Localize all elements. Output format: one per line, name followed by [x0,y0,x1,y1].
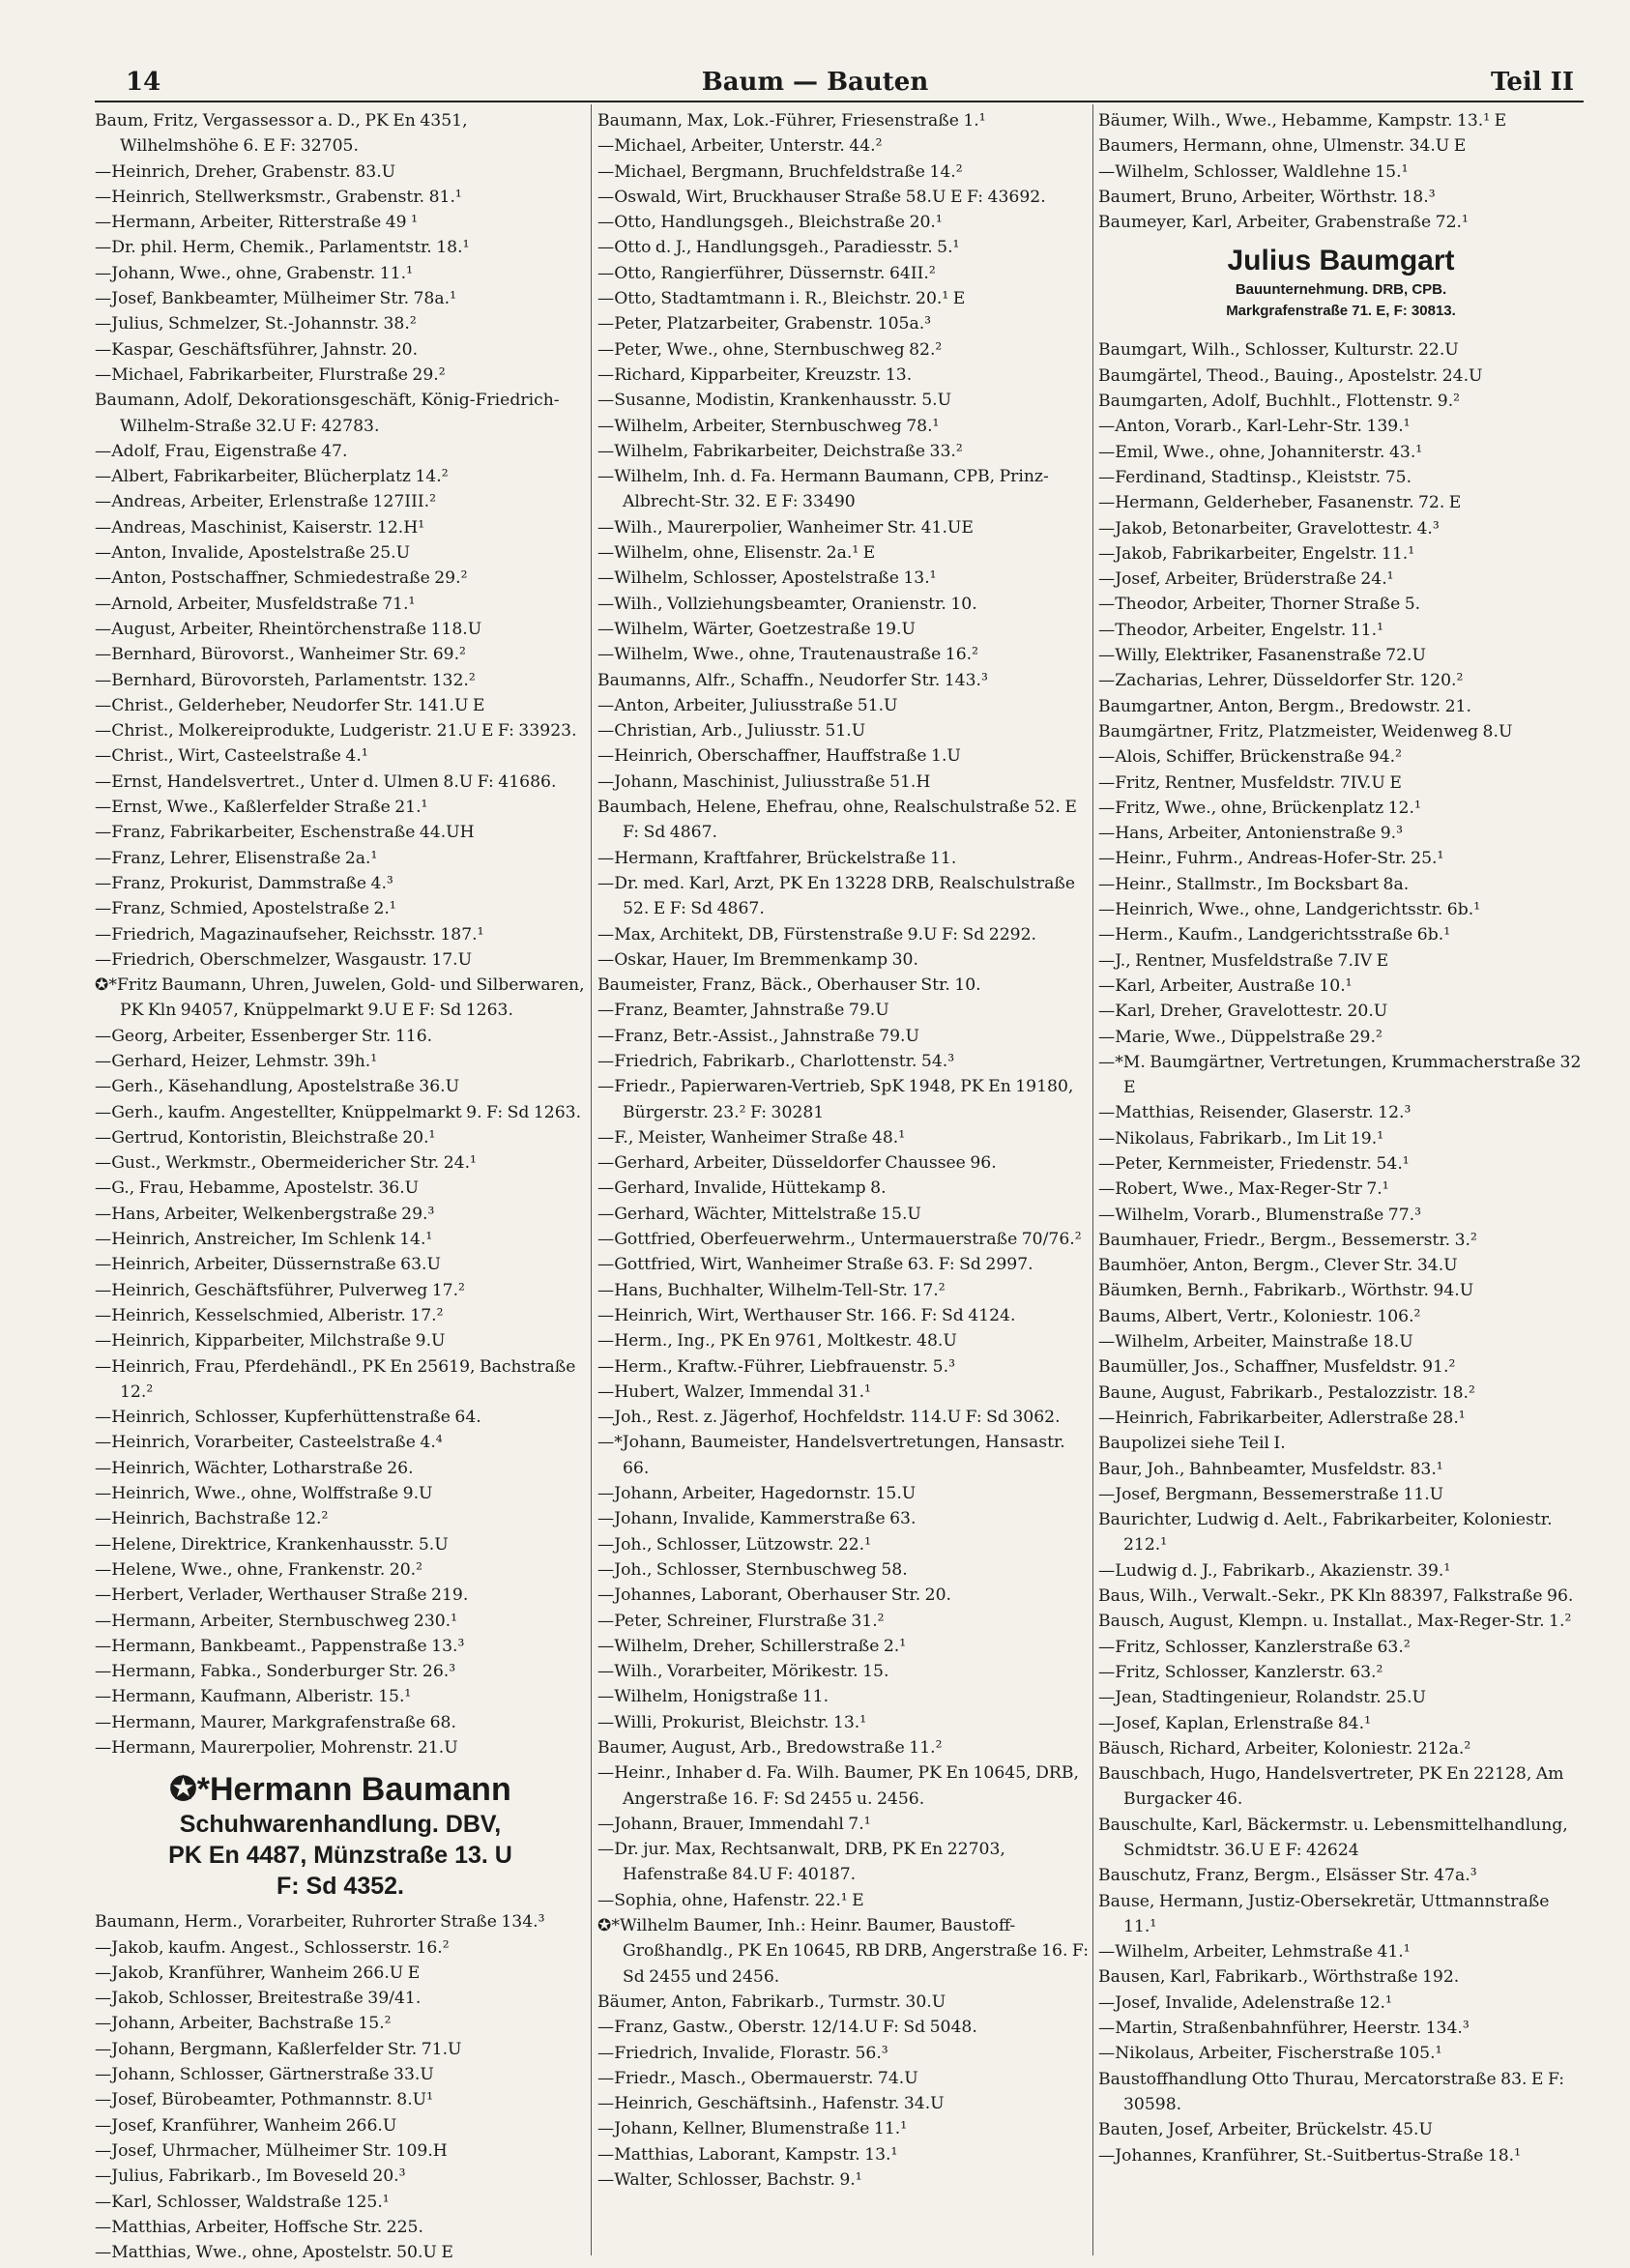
advertisement-line: F: Sd 4352. [277,1873,404,1901]
directory-entry: —Adolf, Frau, Eigenstraße 47. [95,441,348,461]
directory-entry: Baumhöer, Anton, Bergm., Clever Str. 34.U [1098,1256,1458,1276]
directory-entry: —Zacharias, Lehrer, Düsseldorfer Str. 120.² [1098,671,1464,691]
directory-entry: —Wilh., Vorarbeiter, Mörikestr. 15. [597,1662,889,1682]
directory-entry: —Joh., Schlosser, Lützowstr. 22.¹ [597,1534,871,1555]
directory-entry: —Kaspar, Geschäftsführer, Jahnstr. 20. [95,339,419,360]
directory-entry: —Theodor, Arbeiter, Thorner Straße 5. [1098,595,1421,615]
directory-entry: —Johannes, Laborant, Oberhauser Str. 20. [597,1585,951,1606]
directory-entry: —Friedr., Papierwaren-Vertrieb, SpK 1948, PK En 19180, Bürgerstr. 23.² F: 30281 [597,1077,1074,1122]
advertisement [95,1770,586,1902]
directory-entry: —Walter, Schlosser, Bachstr. 9.¹ [597,2170,862,2191]
advertisement-line: Bauunternehmung. DRB, CPB. [1235,281,1447,299]
directory-entry: —Sophia, ohne, Hafenstr. 22.¹ E [597,1890,864,1910]
advertisement-line: Schuhwarenhandlung. DBV, [179,1811,502,1839]
directory-entry: Baumüller, Jos., Schaffner, Musfeldstr. 91.² [1098,1357,1456,1378]
directory-entry: —Heinrich, Arbeiter, Düssernstraße 63.U [95,1255,441,1275]
directory-entry: —Heinrich, Anstreicher, Im Schlenk 14.¹ [95,1230,433,1250]
directory-entry: —Joh., Rest. z. Jägerhof, Hochfeldstr. 114.U F: Sd 3062. [597,1408,1061,1428]
directory-entry: —Joh., Schlosser, Sternbuschweg 58. [597,1559,908,1580]
directory-entry: —Emil, Wwe., ohne, Johanniterstr. 43.¹ [1098,442,1423,462]
directory-entry: —Franz, Gastw., Oberstr. 12/14.U F: Sd 5048. [597,2018,977,2038]
directory-entry: —Josef, Arbeiter, Brüderstraße 24.¹ [1098,569,1394,590]
directory-entry: —Matthias, Arbeiter, Hoffsche Str. 225. [95,2217,423,2237]
directory-entry: —Hermann, Maurer, Markgrafenstraße 68. [95,1712,456,1732]
directory-entry: Baumann, Adolf, Dekorationsgeschäft, König-Friedrich-Wilhelm-Straße 32.U F: 42783. [95,391,560,436]
directory-entry: —Albert, Fabrikarbeiter, Blücherplatz 14.² [95,467,449,487]
column-1 [95,108,586,2265]
directory-entry: —Wilhelm, Arbeiter, Lehmstraße 41.¹ [1098,1942,1411,1963]
directory-entry: —Michael, Fabrikarbeiter, Flurstraße 29.² [95,364,446,385]
running-head: Baum — Bauten [701,68,929,97]
directory-entry: —Hermann, Fabka., Sonderburger Str. 26.³ [95,1662,456,1682]
directory-entry: —Wilhelm, Schlosser, Waldlehne 15.¹ [1098,161,1409,182]
directory-entry: —F., Meister, Wanheimer Straße 48.¹ [597,1127,906,1148]
directory-entry: Baumeister, Franz, Bäck., Oberhauser Str. 10. [597,975,981,996]
directory-entry: —Michael, Bergmann, Bruchfeldstraße 14.² [597,161,963,182]
directory-entry: —Heinrich, Schlosser, Kupferhüttenstraße 64. [95,1408,481,1428]
directory-entry: —Wilhelm, Wwe., ohne, Trautenaustraße 16.² [597,645,979,665]
directory-entry: —Josef, Kranführer, Wanheim 266.U [95,2115,397,2136]
directory-entry: —Willy, Elektriker, Fasanenstraße 72.U [1098,646,1426,666]
directory-entry: —Susanne, Modistin, Krankenhausstr. 5.U [597,391,952,411]
directory-entry: —Herm., Ing., PK En 9761, Moltkestr. 48.U [597,1331,957,1352]
directory-entry: Baumbach, Helene, Ehefrau, ohne, Realschulstraße 52. E F: Sd 4867. [597,798,1077,843]
directory-entry: —Friedr., Masch., Obermauerstr. 74.U [597,2068,918,2088]
directory-entry: —August, Arbeiter, Rheintörchenstraße 118.U [95,619,482,639]
directory-entry: Baumhauer, Friedr., Bergm., Bessemerstr. 3.² [1098,1230,1477,1250]
directory-entry: —Gottfried, Wirt, Wanheimer Straße 63. F: Sd 2997. [597,1255,1033,1275]
directory-entry: —Julius, Fabrikarb., Im Boveseld 20.³ [95,2166,406,2187]
directory-entry: —Nikolaus, Arbeiter, Fischerstraße 105.¹ [1098,2044,1442,2064]
directory-entry: —Heinrich, Oberschaffner, Hauffstraße 1.U [597,746,961,767]
directory-entry: Bausen, Karl, Fabrikarb., Wörthstraße 192. [1098,1967,1460,1988]
directory-entry: —Jakob, Betonarbeiter, Gravelottestr. 4.³ [1098,518,1440,538]
directory-entry: —Herm., Kraftw.-Führer, Liebfrauenstr. 5.³ [597,1356,955,1377]
directory-entry: —Ernst, Handelsvertret., Unter d. Ulmen 8.U F: 41686. [95,771,557,792]
directory-entry: —Heinr., Fuhrm., Andreas-Hofer-Str. 25.¹ [1098,849,1444,869]
directory-entry: Baumeyer, Karl, Arbeiter, Grabenstraße 72.¹ [1098,213,1469,233]
directory-entry: —Hubert, Walzer, Immendal 31.¹ [597,1381,871,1402]
directory-entry: Bause, Hermann, Justiz-Obersekretär, Uttmannstraße 11.¹ [1098,1891,1550,1936]
directory-entry: —Hermann, Kraftfahrer, Brückelstraße 11. [597,848,957,868]
directory-entry: —Hermann, Bankbeamt., Pappenstraße 13.³ [95,1636,465,1656]
directory-entry: Baumgärtel, Theod., Bauing., Apostelstr. 24.U [1098,365,1483,386]
directory-entry: —Heinrich, Vorarbeiter, Casteelstraße 4.⁴ [95,1433,443,1453]
directory-entry: —Gottfried, Oberfeuerwehrm., Untermauerstraße 70/76.² [597,1230,1082,1250]
directory-entry: Bäumken, Bernh., Fabrikarb., Wörthstr. 94.U [1098,1281,1474,1301]
directory-entry: —Matthias, Reisender, Glaserstr. 12.³ [1098,1103,1412,1123]
directory-entry: —Johann, Arbeiter, Hagedornstr. 15.U [597,1484,917,1504]
directory-entry: Baupolizei siehe Teil I. [1098,1434,1286,1454]
directory-entry: —Andreas, Maschinist, Kaiserstr. 12.H¹ [95,517,425,538]
directory-entry: —Heinrich, Wirt, Werthauser Str. 166. F: Sd 4124. [597,1305,1016,1325]
directory-entry: —Johann, Arbeiter, Bachstraße 15.² [95,2014,392,2034]
directory-entry: —Johann, Invalide, Kammerstraße 63. [597,1509,917,1529]
directory-entry: —Arnold, Arbeiter, Musfeldstraße 71.¹ [95,594,416,614]
directory-entry: —Otto, Handlungsgeh., Bleichstraße 20.¹ [597,213,943,233]
directory-entry: —Johann, Maschinist, Juliusstraße 51.H [597,771,931,792]
directory-entry: —Herbert, Verlader, Werthauser Straße 219. [95,1585,469,1606]
directory-entry: —Johann, Schlosser, Gärtnerstraße 33.U [95,2065,434,2085]
directory-entry: —Josef, Invalide, Adelenstraße 12.¹ [1098,1992,1392,2013]
column-separator [1092,104,1093,2255]
directory-entry: —Hermann, Gelderheber, Fasanenstr. 72. E [1098,493,1462,513]
directory-entry: —Franz, Betr.-Assist., Jahnstraße 79.U [597,1026,920,1046]
directory-entry: —Franz, Schmied, Apostelstraße 2.¹ [95,899,396,919]
directory-entry: —Hermann, Maurerpolier, Mohrenstr. 21.U [95,1738,458,1758]
directory-entry: —Karl, Arbeiter, Austraße 10.¹ [1098,975,1353,996]
directory-entry: Baumgartner, Anton, Bergm., Bredowstr. 21. [1098,696,1471,716]
directory-entry: —Heinrich, Wächter, Lotharstraße 26. [95,1458,414,1478]
directory-entry: —Heinrich, Geschäftsführer, Pulverweg 17.² [95,1280,465,1300]
directory-entry: —Peter, Kernmeister, Friedenstr. 54.¹ [1098,1153,1410,1174]
directory-entry: —Otto d. J., Handlungsgeh., Paradiesstr. 5.¹ [597,238,960,258]
directory-entry: —Gerhard, Invalide, Hüttekamp 8. [597,1178,887,1199]
directory-entry: —Hans, Arbeiter, Welkenbergstraße 29.³ [95,1204,435,1224]
column-3 [1098,108,1584,2168]
directory-entry: —Andreas, Arbeiter, Erlenstraße 127III.² [95,492,437,512]
directory-entry: —Martin, Straßenbahnführer, Heerstr. 134.³ [1098,2019,1470,2039]
directory-entry: —Wilhelm, Inh. d. Fa. Hermann Baumann, CPB, Prinz-Albrecht-Str. 32. E F: 33490 [597,467,1049,512]
directory-entry: —Gertrud, Kontoristin, Bleichstraße 20.¹ [95,1127,436,1148]
directory-entry: —Heinr., Inhaber d. Fa. Wilh. Baumer, PK En 10645, DRB, Angerstraße 16. F: Sd 2455 u. 2456. [597,1763,1079,1809]
directory-entry: —Willi, Prokurist, Bleichstr. 13.¹ [597,1712,867,1732]
directory-entry: —Oswald, Wirt, Bruckhauser Straße 58.U E F: 43692. [597,187,1046,207]
directory-entry: —Friedrich, Invalide, Florastr. 56.³ [597,2043,888,2063]
directory-entry: —Friedrich, Oberschmelzer, Wasgaustr. 17.U [95,949,473,970]
directory-entry: —Hans, Buchhalter, Wilhelm-Tell-Str. 17.² [597,1280,946,1300]
directory-entry: —Ferdinand, Stadtinsp., Kleiststr. 75. [1098,467,1412,487]
directory-entry: —Wilhelm, Arbeiter, Sternbuschweg 78.¹ [597,416,940,436]
directory-entry: —Heinrich, Kipparbeiter, Milchstraße 9.U [95,1331,446,1352]
directory-entry: —Heinrich, Wwe., ohne, Wolffstraße 9.U [95,1484,433,1504]
directory-entry: —Dr. phil. Herm, Chemik., Parlamentstr. 18.¹ [95,238,470,258]
directory-entry: —Wilhelm, Arbeiter, Mainstraße 18.U [1098,1332,1413,1352]
directory-entry: —Julius, Schmelzer, St.-Johannstr. 38.² [95,314,417,334]
directory-entry: —Josef, Kaplan, Erlenstraße 84.¹ [1098,1713,1371,1733]
directory-entry: Baustoffhandlung Otto Thurau, Mercatorstraße 83. E F: 30598. [1098,2069,1565,2114]
directory-entry: —Wilhelm, Wärter, Goetzestraße 19.U [597,619,916,639]
directory-entry: —Heinrich, Stellwerksmstr., Grabenstr. 81.¹ [95,187,462,207]
directory-entry: —Jakob, Kranführer, Wanheim 266.U E [95,1963,421,1983]
directory-entry: —Wilhelm, Fabrikarbeiter, Deichstraße 33.² [597,441,963,461]
directory-entry: —Jakob, Schlosser, Breitestraße 39/41. [95,1989,422,2009]
page-number: 14 [126,68,161,97]
directory-entry: Baums, Albert, Vertr., Koloniestr. 106.² [1098,1306,1421,1326]
directory-entry: Bauschutz, Franz, Bergm., Elsässer Str. 47a.³ [1098,1866,1477,1886]
directory-entry: —Marie, Wwe., Düppelstraße 29.² [1098,1027,1383,1047]
advertisement [1098,243,1584,322]
directory-entry: —Johann, Kellner, Blumenstraße 11.¹ [597,2119,908,2139]
directory-entry: —Ludwig d. J., Fabrikarb., Akazienstr. 39.¹ [1098,1560,1451,1581]
directory-entry: —Heinrich, Frau, Pferdehändl., PK En 25619, Bachstraße 12.² [95,1356,576,1402]
directory-entry: —Peter, Schreiner, Flurstraße 31.² [597,1611,885,1631]
directory-entry: —Anton, Vorarb., Karl-Lehr-Str. 139.¹ [1098,417,1411,437]
column-separator [591,104,592,2255]
directory-entry: Baurichter, Ludwig d. Aelt., Fabrikarbeiter, Koloniestr. 212.¹ [1098,1510,1553,1556]
directory-entry: —Herm., Kaufm., Landgerichtsstraße 6b.¹ [1098,925,1451,945]
directory-entry: —Richard, Kipparbeiter, Kreuzstr. 13. [597,364,913,385]
directory-entry: —Dr. med. Karl, Arzt, PK En 13228 DRB, Realschulstraße 52. E F: Sd 4867. [597,873,1076,919]
directory-entry: —Wilhelm, Vorarb., Blumenstraße 77.³ [1098,1205,1422,1225]
directory-entry: —Wilh., Vollziehungsbeamter, Oranienstr. 10. [597,594,977,614]
directory-entry: —Matthias, Laborant, Kampstr. 13.¹ [597,2144,898,2165]
directory-entry: ✪*Wilhelm Baumer, Inh.: Heinr. Baumer, Baustoff-Großhandlg., PK En 10645, RB DRB, Angerstraße 16. F: Sd 2455 und 2456. [597,1916,1089,1987]
directory-entry: —Georg, Arbeiter, Essenberger Str. 116. [95,1026,433,1046]
directory-entry: —Bernhard, Bürovorsteh, Parlamentstr. 132.² [95,670,476,690]
directory-entry: —Gerhard, Arbeiter, Düsseldorfer Chaussee 96. [597,1153,997,1174]
directory-entry: Baumert, Bruno, Arbeiter, Wörthstr. 18.³ [1098,187,1436,207]
directory-entry: Bäumer, Wilh., Wwe., Hebamme, Kampstr. 13.¹ E [1098,111,1507,131]
directory-entry: —Gerhard, Heizer, Lehmstr. 39h.¹ [95,1051,378,1071]
directory-entry: Baumann, Herm., Vorarbeiter, Ruhrorter Straße 134.³ [95,1912,545,1933]
directory-entry: —G., Frau, Hebamme, Apostelstr. 36.U [95,1178,420,1199]
directory-entry: —Anton, Invalide, Apostelstraße 25.U [95,543,411,564]
directory-entry: Bauschbach, Hugo, Handelsvertreter, PK En 22128, Am Burgacker 46. [1098,1764,1564,1810]
directory-entry: —Franz, Lehrer, Elisenstraße 2a.¹ [95,848,378,868]
directory-entry: —Christ., Gelderheber, Neudorfer Str. 141.U E [95,695,485,715]
directory-entry: —Anton, Arbeiter, Juliusstraße 51.U [597,695,898,715]
directory-entry: Bauten, Josef, Arbeiter, Brückelstr. 45.U [1098,2120,1433,2140]
directory-entry: —Gust., Werkmstr., Obermeidericher Str. 24.¹ [95,1153,477,1174]
directory-entry: —Friedrich, Magazinaufseher, Reichsstr. 187.¹ [95,924,484,945]
directory-entry: —Otto, Rangierführer, Düssernstr. 64II.² [597,263,936,283]
directory-entry: —Hans, Arbeiter, Antonienstraße 9.³ [1098,824,1404,844]
directory-entry: —Helene, Wwe., ohne, Frankenstr. 20.² [95,1559,423,1580]
directory-entry: Bauschulte, Karl, Bäckermstr. u. Lebensmittelhandlung, Schmidtstr. 36.U E F: 42624 [1098,1815,1568,1860]
directory-entry: —*Johann, Baumeister, Handelsvertretungen, Hansastr. 66. [597,1433,1065,1478]
directory-entry: —Wilh., Maurerpolier, Wanheimer Str. 41.UE [597,517,974,538]
directory-entry: —Johann, Brauer, Immendahl 7.¹ [597,1814,871,1834]
directory-entry: Baum, Fritz, Vergassessor a. D., PK En 4351, Wilhelmshöhe 6. E F: 32705. [95,111,468,157]
directory-entry: —Josef, Uhrmacher, Mülheimer Str. 109.H [95,2140,448,2161]
directory-entry: —Fritz, Schlosser, Kanzlerstr. 63.² [1098,1662,1383,1682]
directory-entry: —Johannes, Kranführer, St.-Suitbertus-Straße 18.¹ [1098,2145,1521,2166]
directory-entry: —Robert, Wwe., Max-Reger-Str 7.¹ [1098,1179,1389,1200]
directory-entry: —Alois, Schiffer, Brückenstraße 94.² [1098,747,1403,768]
directory-entry: Baumgarten, Adolf, Buchhlt., Flottenstr. 9.² [1098,392,1461,412]
directory-entry: —Josef, Bergmann, Bessemerstraße 11.U [1098,1484,1444,1504]
directory-entry: Baumanns, Alfr., Schaffn., Neudorfer Str. 143.³ [597,670,988,690]
advertisement-line: PK En 4487, Münzstraße 13. U [168,1842,512,1870]
directory-entry: —Franz, Beamter, Jahnstraße 79.U [597,1001,889,1021]
header-rule [95,101,1584,102]
directory-entry: —Hermann, Arbeiter, Sternbuschweg 230.¹ [95,1611,458,1631]
directory-entry: ✪*Fritz Baumann, Uhren, Juwelen, Gold- und Silberwaren, PK Kln 94057, Knüppelmarkt 9.U E F: Sd 1263. [95,975,585,1021]
directory-entry: Bausch, August, Klempn. u. Installat., Max-Reger-Str. 1.² [1098,1612,1572,1632]
directory-entry: —Matthias, Wwe., ohne, Apostelstr. 50.U E [95,2243,453,2263]
directory-entry: Baumgart, Wilh., Schlosser, Kulturstr. 22.U [1098,340,1459,361]
directory-entry: —Wilhelm, Dreher, Schillerstraße 2.¹ [597,1636,907,1656]
directory-entry: —Heinrich, Fabrikarbeiter, Adlerstraße 28.¹ [1098,1408,1466,1428]
directory-entry: —Jakob, Fabrikarbeiter, Engelstr. 11.¹ [1098,543,1415,564]
directory-entry: —Otto, Stadtamtmann i. R., Bleichstr. 20.¹ E [597,289,966,309]
directory-entry: —Franz, Prokurist, Dammstraße 4.³ [95,873,393,893]
directory-entry: —Peter, Platzarbeiter, Grabenstr. 105a.³ [597,314,932,334]
directory-entry: —Heinrich, Bachstraße 12.² [95,1509,329,1529]
directory-entry: —Karl, Schlosser, Waldstraße 125.¹ [95,2192,390,2212]
advertisement-line: Markgrafenstraße 71. E, F: 30813. [1226,303,1456,320]
directory-entry: —Gerhard, Wächter, Mittelstraße 15.U [597,1204,921,1224]
directory-entry: —Oskar, Hauer, Im Bremmenkamp 30. [597,949,918,970]
directory-entry: —Nikolaus, Fabrikarb., Im Lit 19.¹ [1098,1128,1384,1149]
directory-entry: —Peter, Wwe., ohne, Sternbuschweg 82.² [597,339,943,360]
directory-entry: —Christian, Arb., Juliusstr. 51.U [597,721,866,741]
directory-entry: —Wilhelm, Schlosser, Apostelstraße 13.¹ [597,568,937,589]
directory-entry: —Christ., Wirt, Casteelstraße 4.¹ [95,746,368,767]
directory-entry: —Max, Architekt, DB, Fürstenstraße 9.U F: Sd 2292. [597,924,1036,945]
directory-entry: —Josef, Bürobeamter, Pothmannstr. 8.U¹ [95,2090,434,2110]
directory-entry: —Hermann, Arbeiter, Ritterstraße 49 ¹ [95,213,418,233]
directory-entry: —Johann, Bergmann, Kaßlerfelder Str. 71.U [95,2039,462,2059]
directory-entry: Baur, Joh., Bahnbeamter, Musfeldstr. 83.¹ [1098,1459,1443,1479]
directory-entry: —Jakob, kaufm. Angest., Schlosserstr. 16.² [95,1937,450,1958]
directory-entry: —Theodor, Arbeiter, Engelstr. 11.¹ [1098,620,1383,640]
directory-entry: —Anton, Postschaffner, Schmiedestraße 29.² [95,568,468,589]
directory-entry: —Gerh., Käsehandlung, Apostelstraße 36.U [95,1077,460,1097]
advertisement-name: ✪*Hermann Baumann [169,1771,511,1809]
advertisement-name: Julius Baumgart [1227,245,1455,277]
directory-entry: —Fritz, Rentner, Musfeldstr. 7IV.U E [1098,772,1402,793]
directory-entry: —Gerh., kaufm. Angestellter, Knüppelmarkt 9. F: Sd 1263. [95,1102,582,1122]
directory-entry: —Wilhelm, ohne, Elisenstr. 2a.¹ E [597,543,876,564]
directory-entry: —Josef, Bankbeamter, Mülheimer Str. 78a.¹ [95,289,456,309]
directory-entry: —Franz, Fabrikarbeiter, Eschenstraße 44.UH [95,823,475,843]
directory-entry: —Helene, Direktrice, Krankenhausstr. 5.U [95,1534,449,1555]
directory-entry: —J., Rentner, Musfeldstraße 7.IV E [1098,950,1389,971]
directory-entry: Baumgärtner, Fritz, Platzmeister, Weidenweg 8.U [1098,721,1513,741]
directory-entry: —Friedrich, Fabrikarb., Charlottenstr. 54.³ [597,1051,955,1071]
directory-entry: —Dr. jur. Max, Rechtsanwalt, DRB, PK En 22703, Hafenstraße 84.U F: 40187. [597,1840,1005,1885]
directory-entry: —Hermann, Kaufmann, Alberistr. 15.¹ [95,1687,412,1707]
directory-entry: —Karl, Dreher, Gravelottestr. 20.U [1098,1002,1388,1022]
directory-entry: Bäumer, Anton, Fabrikarb., Turmstr. 30.U [597,1992,946,2012]
directory-entry: —*M. Baumgärtner, Vertretungen, Krummacherstraße 32 E [1098,1052,1582,1098]
directory-entry: —Fritz, Wwe., ohne, Brückenplatz 12.¹ [1098,798,1421,818]
directory-entry: Baumer, August, Arb., Bredowstraße 11.² [597,1738,943,1758]
column-2 [597,108,1089,2193]
directory-entry: —Ernst, Wwe., Kaßlerfelder Straße 21.¹ [95,798,428,818]
directory-entry: —Heinr., Stallmstr., Im Bocksbart 8a. [1098,874,1410,894]
part-label: Teil II [1490,68,1574,97]
directory-entry: Baumers, Hermann, ohne, Ulmenstr. 34.U E [1098,136,1467,157]
directory-entry: Baumann, Max, Lok.-Führer, Friesenstraße 1.¹ [597,111,986,131]
directory-entry: —Heinrich, Geschäftsinh., Hafenstr. 34.U [597,2094,945,2114]
directory-entry: —Johann, Wwe., ohne, Grabenstr. 11.¹ [95,263,413,283]
directory-entry: —Wilhelm, Honigstraße 11. [597,1687,830,1707]
directory-entry: Baune, August, Fabrikarb., Pestalozzistr. 18.² [1098,1382,1475,1403]
directory-entry: —Fritz, Schlosser, Kanzlerstraße 63.² [1098,1637,1411,1657]
directory-entry: —Heinrich, Kesselschmied, Alberistr. 17.² [95,1305,444,1325]
directory-entry: Baus, Wilh., Verwalt.-Sekr., PK Kln 88397, Falkstraße 96. [1098,1586,1574,1607]
directory-entry: —Jean, Stadtingenieur, Rolandstr. 25.U [1098,1688,1427,1708]
directory-entry: —Heinrich, Wwe., ohne, Landgerichtsstr. 6b.¹ [1098,900,1481,920]
directory-entry: —Bernhard, Bürovorst., Wanheimer Str. 69.² [95,645,466,665]
directory-entry: —Christ., Molkereiprodukte, Ludgeristr. 21.U E F: 33923. [95,721,577,741]
directory-entry: —Heinrich, Dreher, Grabenstr. 83.U [95,161,396,182]
directory-entry: Bäusch, Richard, Arbeiter, Koloniestr. 212a.² [1098,1738,1471,1759]
directory-entry: —Michael, Arbeiter, Unterstr. 44.² [597,136,883,157]
